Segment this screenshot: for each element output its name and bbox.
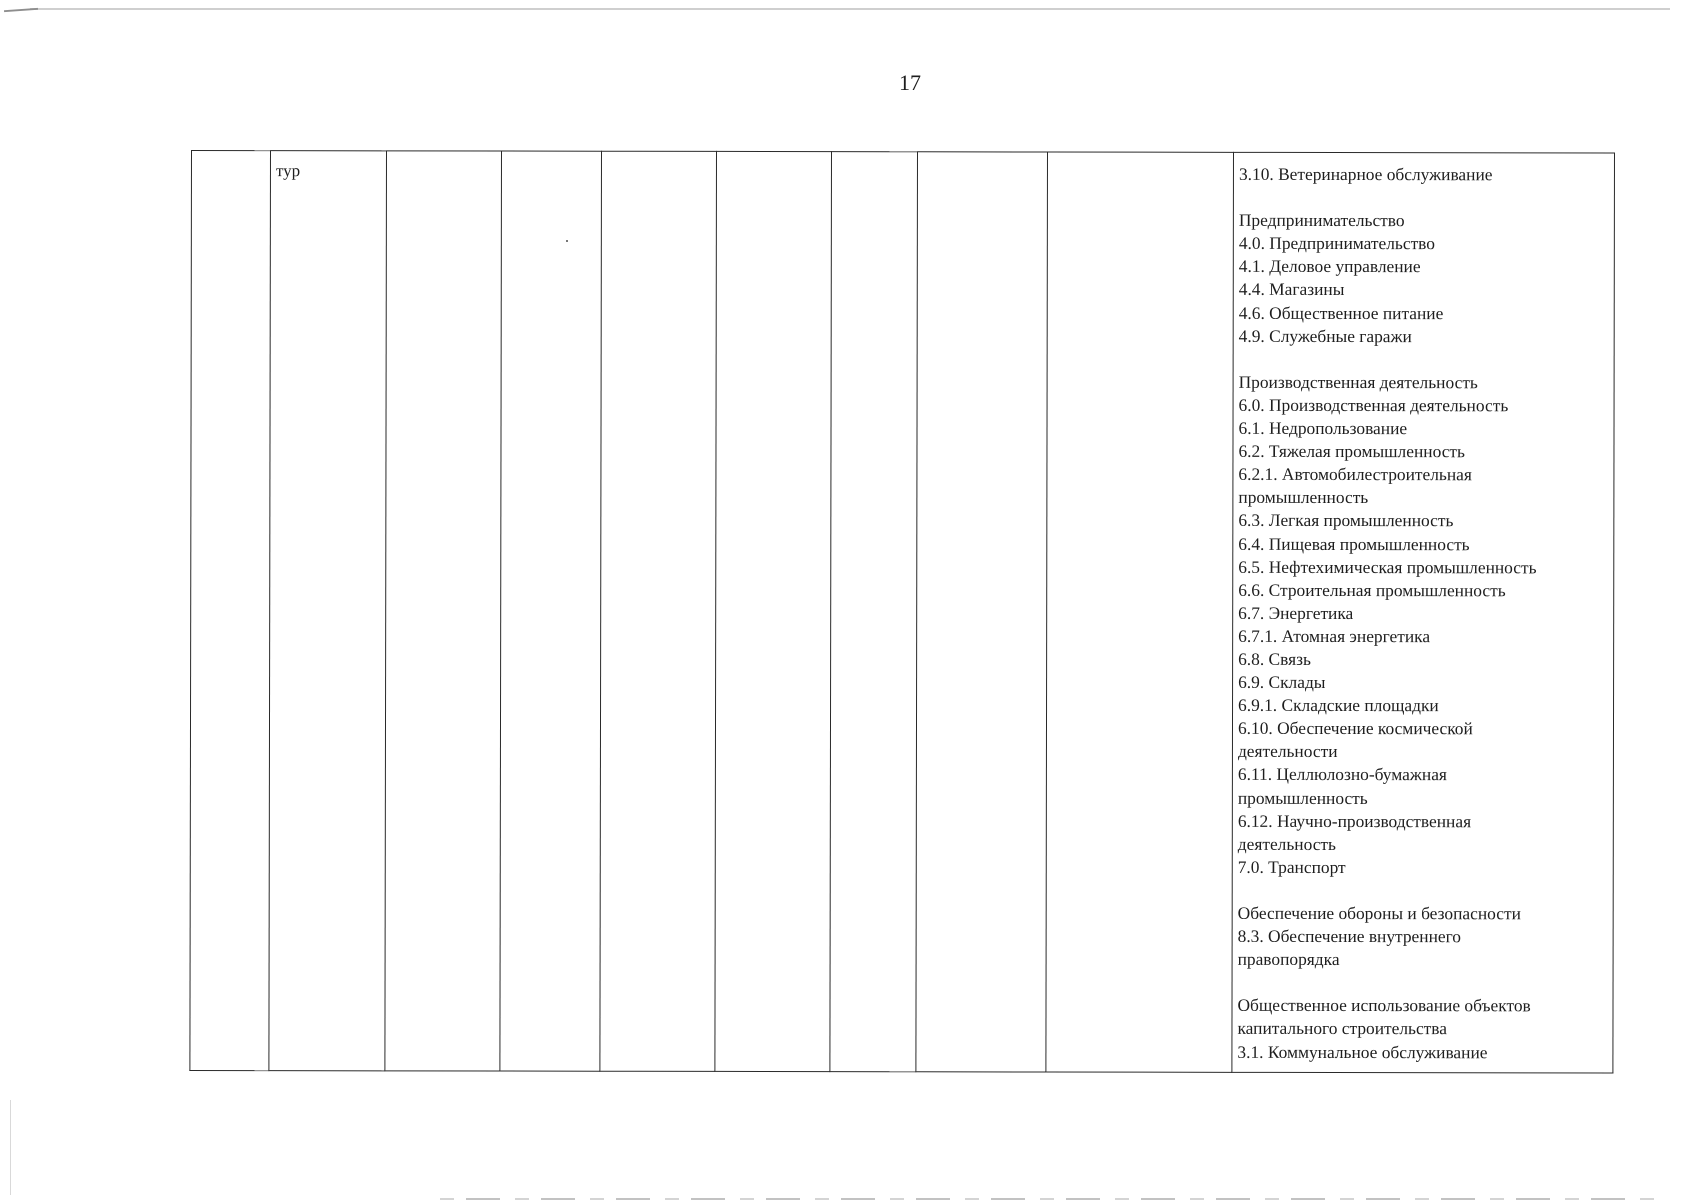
table-row <box>190 151 1615 1073</box>
list-item: 8.3. Обеспечение внутреннего <box>1237 925 1462 947</box>
list-item: 4.9. Служебные гаражи <box>1238 325 1412 346</box>
cell-text-col-2: тур <box>275 161 301 181</box>
zoning-table <box>189 150 1615 1073</box>
list-item: 3.10. Ветеринарное обслуживание <box>1238 163 1493 185</box>
list-spacer <box>1239 348 1608 372</box>
list-item: 7.0. Транспорт <box>1237 856 1346 877</box>
list-spacer <box>1238 971 1607 995</box>
list-item: 4.4. Магазины <box>1238 279 1345 300</box>
list-item: 6.0. Производственная деятельность <box>1238 394 1509 416</box>
table-cell-col-1 <box>190 151 271 1071</box>
scan-corner-mark <box>4 8 38 12</box>
list-item: деятельность <box>1237 833 1336 854</box>
table-cell-col-6 <box>715 151 832 1071</box>
list-item: 6.12. Научно-производственная <box>1237 810 1472 831</box>
use-group-heading: Обеспечение обороны и безопасности <box>1237 902 1521 924</box>
list-item: капитального строительства <box>1237 1018 1448 1039</box>
table-cell-col-7 <box>830 152 918 1072</box>
list-item: 6.3. Легкая промышленность <box>1238 510 1454 531</box>
scan-left-edge-line <box>10 1100 11 1195</box>
scan-top-edge-line <box>30 8 1670 10</box>
use-group-heading: Предпринимательство <box>1238 210 1405 231</box>
use-group-heading: Производственная деятельность <box>1238 371 1478 393</box>
use-group-heading: Общественное использование объектов <box>1237 995 1531 1016</box>
list-item: 4.6. Общественное питание <box>1238 302 1444 323</box>
page-number: 17 <box>899 70 921 95</box>
list-item: 6.9. Склады <box>1238 671 1326 693</box>
list-item: 4.1. Деловое управление <box>1238 256 1421 277</box>
list-item: промышленность <box>1237 787 1368 808</box>
table-cell-col-4 <box>500 151 602 1071</box>
list-spacer <box>1239 186 1608 210</box>
list-item: 3.1. Коммунальное обслуживание <box>1237 1041 1488 1062</box>
list-item: 6.8. Связь <box>1238 648 1311 669</box>
list-item: 6.5. Нефтехимическая промышленность <box>1238 556 1537 577</box>
table-cell-col-3 <box>385 151 502 1071</box>
list-item: 6.10. Обеспечение космической <box>1237 718 1473 739</box>
list-item: правопорядка <box>1237 949 1340 970</box>
table-cell-col-5 <box>600 151 717 1071</box>
list-item: 6.7. Энергетика <box>1238 602 1354 623</box>
list-item: деятельности <box>1237 741 1338 762</box>
table-cell-col-9 <box>1046 152 1234 1072</box>
list-item: 6.4. Пищевая промышленность <box>1238 533 1470 554</box>
list-item: 4.0. Предпринимательство <box>1238 233 1435 254</box>
list-item: 6.11. Целлюлозно-бумажная <box>1237 764 1447 785</box>
list-item: 6.7.1. Атомная энергетика <box>1238 625 1431 647</box>
list-item: 6.2.1. Автомобилестроительная <box>1238 464 1472 485</box>
permitted-uses-list <box>1232 153 1614 1064</box>
list-item: промышленность <box>1238 487 1369 508</box>
table-cell-permitted-uses <box>1232 152 1615 1073</box>
list-item: 6.9.1. Складские площадки <box>1238 694 1439 716</box>
list-item: 6.6. Строительная промышленность <box>1238 579 1506 600</box>
list-spacer <box>1238 879 1607 903</box>
table-cell-col-2 <box>269 151 387 1071</box>
table-cell-col-8 <box>916 152 1048 1072</box>
list-item: 6.1. Недропользование <box>1238 417 1408 439</box>
list-item: 6.2. Тяжелая промышленность <box>1238 440 1465 462</box>
